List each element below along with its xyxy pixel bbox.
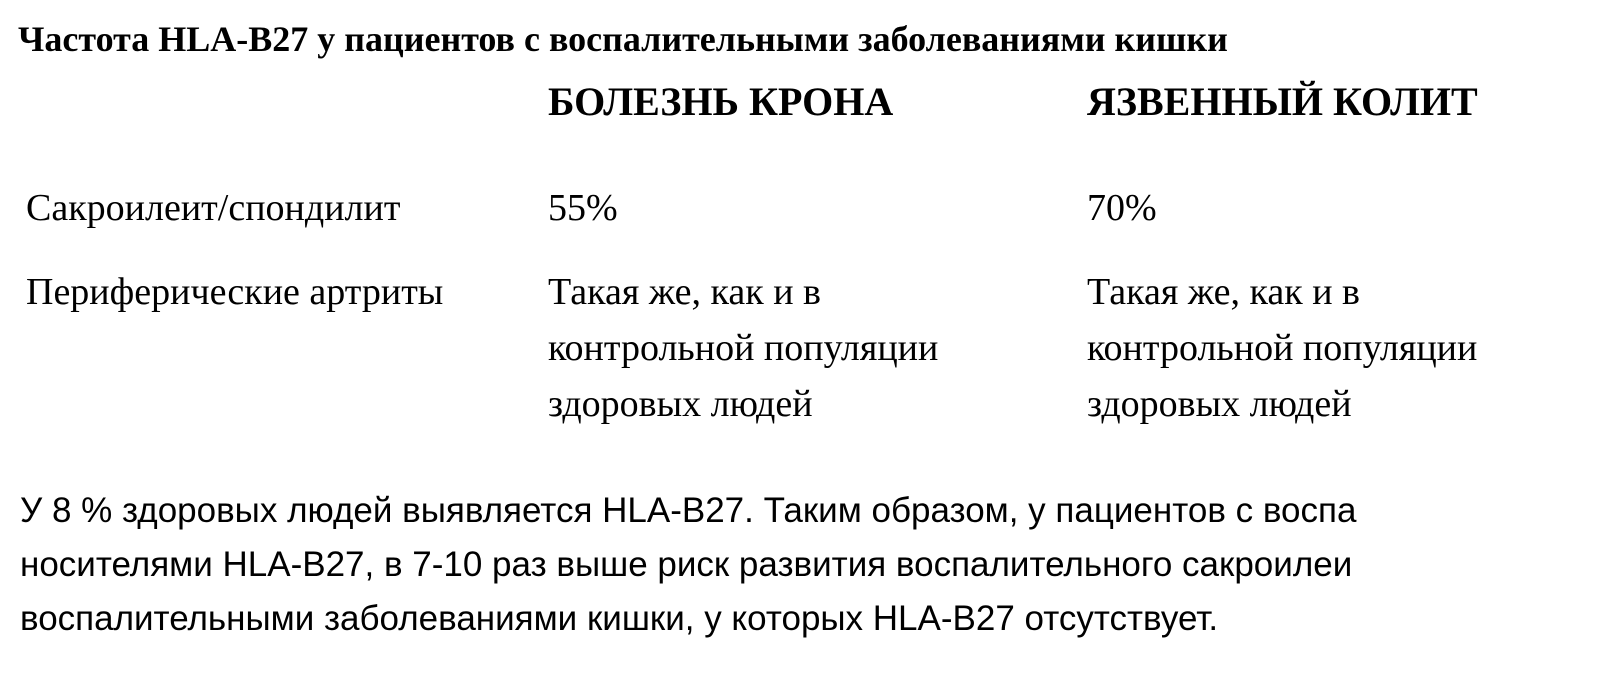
cell-text-line: здоровых людей xyxy=(548,383,813,425)
cell-text-line: Такая же, как и в xyxy=(548,271,821,313)
column-header-colitis: ЯЗВЕННЫЙ КОЛИТ xyxy=(1087,79,1478,124)
page-title: Частота HLA-B27 у пациентов с воспалительными заболеваниями кишки xyxy=(18,19,1228,59)
cell-sacroiliitis-crohn xyxy=(548,180,618,236)
cell-text-line: контрольной популяции xyxy=(1087,327,1478,369)
cell-arthritis-colitis xyxy=(1087,264,1477,432)
row-label-peripheral-arthritis: Периферические артриты xyxy=(26,271,444,313)
footer-line: носителями HLA-B27, в 7-10 раз выше риск развития воспалительного сакроилеи xyxy=(20,545,1353,584)
cell-text: 55% xyxy=(548,187,618,229)
cell-text-line: Такая же, как и в xyxy=(1087,271,1360,313)
footer-paragraph xyxy=(20,484,1600,646)
cell-sacroiliitis-colitis xyxy=(1087,180,1157,236)
cell-text: 70% xyxy=(1087,187,1157,229)
footer-line: воспалительными заболеваниями кишки, у которых HLA-B27 отсутствует. xyxy=(20,599,1219,638)
row-label-sacroiliitis: Сакроилеит/спондилит xyxy=(26,187,401,229)
cell-text-line: контрольной популяции xyxy=(548,327,939,369)
footer-line: У 8 % здоровых людей выявляется HLA-B27. Таким образом, у пациентов с воспа xyxy=(20,491,1357,530)
cell-arthritis-crohn xyxy=(548,264,938,432)
column-header-crohn: БОЛЕЗНЬ КРОНА xyxy=(548,79,894,124)
cell-text-line: здоровых людей xyxy=(1087,383,1352,425)
